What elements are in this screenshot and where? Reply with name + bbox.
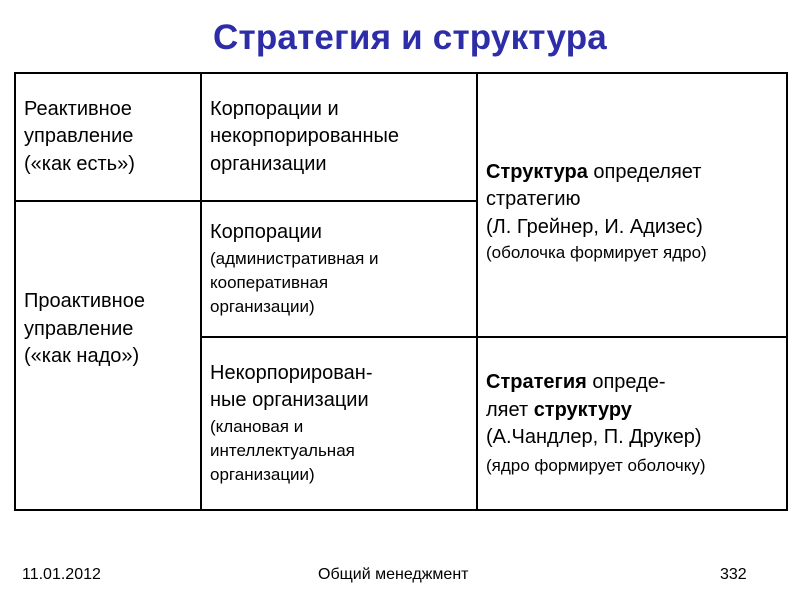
noncorporate-line-1: Некорпорирован- [210,361,373,384]
proactive-line-1: Проактивное [24,290,145,312]
slide-title: Стратегия и структура [213,18,607,57]
structure-defines-line-1 [486,159,780,187]
strategy-defines-note: (ядро формирует оболочку) [486,455,706,475]
structure-defines-note: (оболочка формирует ядро) [486,243,707,263]
proactive-line-3: («как надо») [24,345,140,368]
strategy-defines-pre: ляет [486,398,534,421]
strategy-defines-line-2 [486,397,780,425]
corp-noncorp-line-1: Корпорации и [210,97,339,120]
strategy-bold-word: Стратегия [486,371,587,394]
footer-date: 11.01.2012 [22,566,101,583]
structure-bold-word-2: структуру [533,398,632,421]
noncorporate-line-2: ные организации [210,389,369,412]
corp-noncorp-line-2: некорпорированные [210,125,399,148]
noncorporate-detail-1: (клановая и [210,416,304,436]
reactive-line-3: («как есть») [24,152,135,175]
reactive-line-1: Реактивное [24,97,132,120]
noncorporate-detail-3: организации) [210,465,315,485]
corporations-line-1: Корпорации [210,221,322,244]
proactive-line-2: управление [24,317,134,340]
strategy-defines-authors: (А.Чандлер, П. Друкер) [486,426,702,449]
strategy-defines-line-1 [486,369,780,397]
strategy-structure-table [14,72,788,511]
strategy-defines-structure-cell [477,337,787,510]
corporations-detail-3: организации) [210,296,315,316]
noncorporate-detail-2: интеллектуальная [210,441,355,461]
table-row [15,73,787,201]
strategy-defines-rest: опреде- [586,371,666,394]
structure-defines-line-2: стратегию [486,188,581,211]
structure-defines-authors: (Л. Грейнер, И. Адизес) [486,215,703,238]
reactive-line-2: управление [24,125,134,148]
reactive-management-cell [15,73,201,201]
corp-noncorp-line-3: организации [210,152,327,175]
structure-defines-rest: определяет [587,160,702,183]
corporations-detail-1: (административная и [210,248,379,268]
structure-bold-word: Структура [486,160,588,183]
corporations-detail-2: кооперативная [210,272,329,292]
proactive-management-cell [15,201,201,510]
footer-page-number: 332 [720,566,747,583]
noncorporate-cell [201,337,477,510]
corp-noncorp-cell [201,73,477,201]
structure-defines-strategy-cell [477,73,787,337]
corporations-cell [201,201,477,337]
footer-course: Общий менеджмент [318,566,469,583]
